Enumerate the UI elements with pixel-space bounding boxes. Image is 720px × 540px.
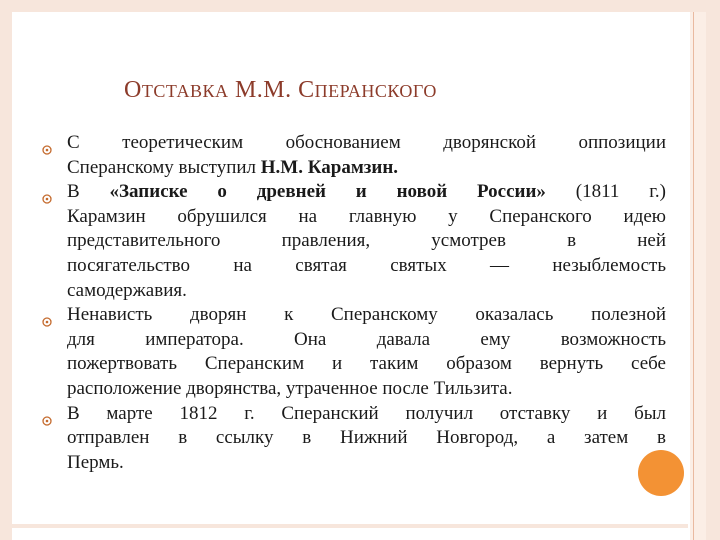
circle-dot-bullet-icon [42, 310, 52, 320]
text-line: Сперанскому выступил Н.М. Карамзин. [67, 156, 399, 178]
text-line: В «Записке о древней и новой России» (1811 г.) [67, 181, 666, 203]
circle-dot-bullet-icon [42, 138, 52, 148]
text-line: расположение дворянства, утраченное после Тильзита. [67, 377, 513, 399]
text-line: Ненависть дворян к Сперанскому оказалась полезной [67, 304, 666, 326]
text-line: самодержавия. [67, 279, 187, 301]
text-line: представительного правления, усмотрев в ней [67, 230, 666, 252]
accent-circle [638, 450, 684, 496]
text-line: пожертвовать Сперанским и таким образом вернуть себе [67, 353, 666, 375]
text-line: С теоретическим обоснованием дворянской оппозиции [67, 132, 666, 153]
circle-dot-bullet-icon [42, 409, 52, 419]
title-initials: М.М. [228, 77, 299, 103]
list-item [42, 402, 666, 476]
text-line: В марте 1812 г. Сперанский получил отставку и был [67, 402, 666, 424]
slide-title [124, 77, 644, 104]
list-item [42, 180, 666, 303]
title-small-1: ТСТАВКА [141, 81, 229, 101]
text-line: Пермь. [67, 451, 124, 473]
circle-dot-bullet-icon [42, 187, 52, 197]
right-decor-line [693, 12, 694, 540]
list-item [42, 131, 666, 180]
title-cap-2: С [298, 77, 315, 103]
bullet-list [42, 131, 666, 475]
text-line: Карамзин обрушился на главную у Сперанского идею [67, 205, 666, 227]
title-small-2: ПЕРАНСКОГО [314, 81, 437, 101]
text-line: отправлен в ссылку в Нижний Новгород, а затем в [67, 427, 666, 449]
bottom-decor-bar [12, 524, 688, 528]
text-line: посягательство на святая святых — незыблемость [67, 254, 666, 276]
title-cap-1: О [124, 77, 142, 103]
list-item [42, 303, 666, 401]
text-line: для императора. Она давала ему возможность [67, 328, 666, 350]
